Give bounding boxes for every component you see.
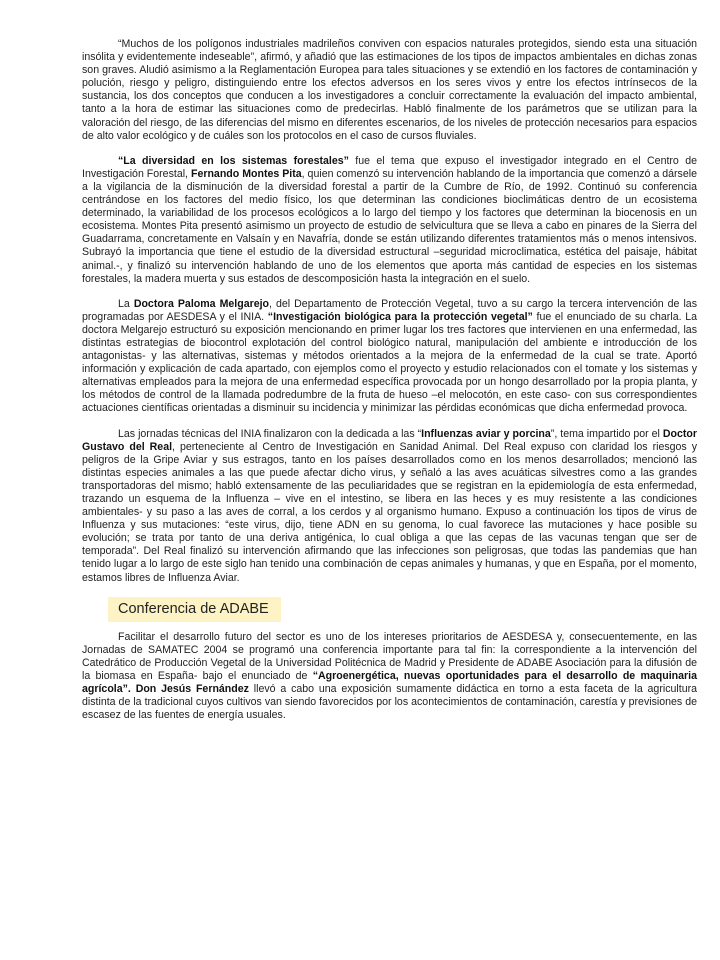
text: fue el enunciado de su charla. La doctora Melgarejo estructuró su exposición mencionando en primer lugar los tres factores que intervienen en una enfermedad, las distintas estrategias de biocontrol explotación del control biológico natural, manipulación del ambiente e introducción de los antagonistas- y las alternativas, sistemas y métodos orientados a la mejora de la enfermedad de la cual se trate. Aportó información y explicación de cada apartado, con ejemplos como el proyecto y estudio relacionados con el tomate y los sistemas y alternativas empleados para la mejora de una enfermedad específica provocada por un hongo desarrollado por la propia planta, y los métodos de control de la llamada podredumbre de la fruta de hueso –el melocotón, en este caso- con sus correspondientes actuaciones científicas orientadas a disminuir su incidencia y minimizar las pérdidas económicas que dicha enfermedad provoca.	[82, 310, 697, 415]
paragraph-final	[82, 631, 697, 723]
paragraph-2	[82, 155, 697, 286]
bold-text: Influenzas aviar y porcina	[421, 427, 551, 440]
document-page	[82, 38, 697, 734]
bold-text: “La diversidad en los sistemas forestales”	[118, 154, 349, 167]
text: llevó a cabo una exposición sumamente didáctica en torno a esta faceta de la agricultura distinta de la tradicional cuyos cultivos van siendo favorecidos por los acontecimientos de contaminación, carestía y previsiones de escasez de las fuentes de energía usuales.	[82, 683, 698, 722]
paragraph-4	[82, 428, 697, 585]
paragraph-1	[82, 38, 697, 143]
paragraph-3	[82, 298, 697, 416]
bold-text: Doctora Paloma Melgarejo	[133, 297, 270, 310]
text: “Muchos de los polígonos industriales madrileños conviven con espacios naturales protegidos, siendo esta una situación insólita y evidentemente indeseable”, afirmó, y añadió que las estimaciones de los tipos de impactos ambientales en dichas zonas son graves. Aludió asimismo a la Reglamentación Europea para tales situaciones y se extendió en los factores de contaminación y polución, riesgo y peligro, distinguiendo entre los efectos adversos en los seres vivos y entre los efectos intrínsecos de la sustancia, los dos conceptos que conducen a los investigadores a concluir correctamente la evaluación del impacto ambiental, tanto a la hora de estimar las situaciones como de predecirlas. Habló finalmente de los parámetros que se utilizan para la valoración del riesgo, de las diferencias del mismo en diferentes escenarios, de los niveles de protección necesarios para espacios de alto valor ecológico y de cuáles son los protocolos en el caso de cursos fluviales.	[82, 38, 697, 142]
section-heading: Conferencia de ADABE	[108, 597, 281, 622]
bold-text: Fernando Montes Pita	[190, 167, 302, 180]
text: , quien comenzó su intervención hablando de la importancia que comenzó a dársele a la vigilancia de la disminución de la diversidad forestal a partir de la Cumbre de Río, de 1992. Continuó su conferencia centrándose en los factores del medio físico, los que determinan las condiciones bioclimáticas dentro de un ecosistema determinado, la variabilidad de los procesos ecológicos a lo largo del tiempo y los factores que determinan la biocenosis en un ecosistema. Montes Pita presentó asimismo un proyecto de estudio de selvicultura que se lleva a cabo en pinares de la Sierra del Guadarrama, concretamente en Valsaín y en Navafría, donde se están utilizando diferentes tratamientos más o menos intensivos. Subrayó la importancia que tiene el estudio de la diversidad estructural –seguridad microclimatica, estética del paisaje, hábitat animal.-, y finalizó su intervención hablando de uno de los elementos que aporta más cantidad de especies en los sistemas forestales, la madera muerta y sus estados de descomposición hasta la integración en el suelo.	[82, 167, 697, 285]
text: fue el tema que expuso el investigador integrado en el Centro de Investigación Forestal,	[82, 154, 697, 180]
text: , del Departamento de Protección Vegetal, tuvo a su cargo la tercera intervención de las programadas por AESDESA y el INIA.	[82, 297, 697, 323]
bold-text: “Agroenergética, nuevas oportunidades para el desarrollo de maquinaria agrícola”. Don Jesús Fernández	[82, 669, 697, 696]
text: La	[118, 297, 134, 310]
text: Las jornadas técnicas del INIA finalizaron con la dedicada a las “	[118, 427, 422, 440]
bold-text: Doctor Gustavo del Real	[82, 427, 698, 453]
text: , perteneciente al Centro de Investigación en Sanidad Animal. Del Real expuso con claridad los riesgos y peligros de la Gripe Aviar y sus estragos, tanto en los países desarrollados como en los menos desarrollados; mencionó las distintas especies animales a las que puede afectar dicho virus, y señaló a las aves acuáticas silvestres como a las grandes transportadoras del mismo; habló extensamente de las peculiaridades que se registran en la epidemiología de esta enfermedad, trazando un esquema de la Influenza – vive en el intestino, se libera en las heces y es muy resistente a las condiciones ambientales- y su paso a las aves de corral, a los cerdos y al organismo humano. Expuso a continuación los tipos de virus de Influenza y sus mutaciones: “este virus, dijo, tiene ADN en su genoma, lo cual favorece las mutaciones y hace posible su evolución; se trata por tanto de una deriva antigénica, lo cual obliga a que las cepas de las vacunas tengan que ser de temporada”. Del Real finalizó su intervención afirmando que las infecciones son peligrosas, que todas las pandemias que han tenido lugar a lo largo de este siglo han tenido una combinación de cepas animales y humanas, y que en España, por el momento, estamos libres de Influenza Aviar.	[82, 440, 697, 584]
text: Facilitar el desarrollo futuro del sector es uno de los intereses prioritarios de AESDESA y, consecuentemente, en las Jornadas de SAMATEC 2004 se programó una conferencia importante para tal fin: la correspondiente a la intervención del Catedrático de Producción Vegetal de la Universidad Politécnica de Madrid y Presidente de ADABE Asociación para la difusión de la biomasa en España- bajo el enunciado de	[82, 630, 697, 682]
section-heading-wrap	[108, 597, 697, 622]
bold-text: “Investigación biológica para la protección vegetal”	[267, 310, 533, 323]
text: ”, tema impartido por el	[550, 427, 663, 440]
